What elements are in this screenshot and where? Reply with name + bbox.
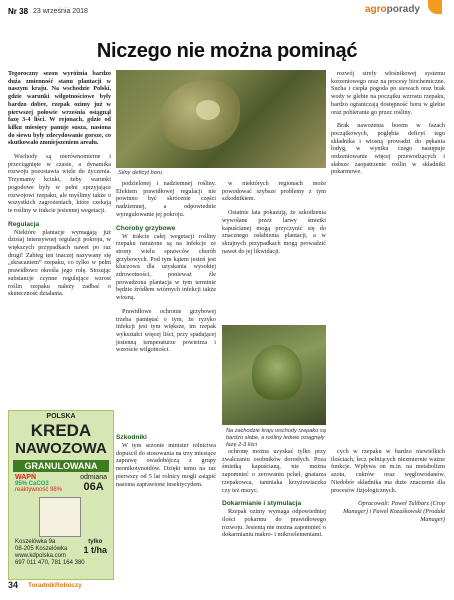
ad-odmiana [80, 474, 107, 493]
ad-address: Koszelówka 9a 08-205 Koszelówka www.kdpolska.com 697 011 470, 781 164 380 [15, 539, 85, 566]
ad-nawozowa: NAWOZOWA [15, 440, 107, 457]
page-number: 34 [8, 580, 19, 590]
column-4 [331, 70, 445, 182]
page-header [0, 0, 454, 26]
ad-kreda: KREDA [30, 421, 92, 440]
ad-granulowana: GRANULOWANA [13, 460, 109, 472]
column-2-bottom [116, 432, 216, 494]
ad-dose-value: 1 t/ha [83, 545, 107, 555]
column-2 [116, 180, 216, 360]
ad-reaktywnosc: reaktywność 98% [15, 487, 63, 493]
ad-odmiana-label: odmiana [80, 474, 107, 481]
paragraph: W tym sezonie minister rolnictwa dopuścił do stosowania na trzy miesiące zaprawę owadobójczą z grupy neonikotynoidów. Dzięki temu na raz pierwszy od 5 lat rolnicy mogli zaiąpić nasiona zaprawione insektycydem. [116, 442, 216, 488]
paragraph: Niektóre plantacje wymagają już dzisiaj intensywnej regulacji pokroju, w większych przypadkach nawet po raz drugi! Zabieg ten inaczej nazywany się „skracaniem” rzepaku, co tylko w pełni prawidłowo określa jego rolę. Stosując substancje czynne regulujące wzrost roślin rzepaku należy zadbać o skuteczność działania. [8, 228, 111, 298]
paragraph: Brak nawożenia borem w fazach początkowych, pogłębia deficyt tego składnika i wiosną prowadzi do pękania łodyg, w wyniku czego następuje ordzeniowanie więcej przewodzących i słabsze zaopatrzenie roślin w składniki pokarmowe. [331, 122, 445, 176]
paragraph: W trakcie całej wegetacji rośliny rzepaku narażone są na infekcje ze strony wielu sprawców chorób grzybowych. Pod tym kątem jesień jest kluczowa dla uzyskania wysokiej zdrowotności, ponieważ źle prowadzona plantacja w tym terminie będzie źródłem wtórnych infekcji także wiosną. [116, 232, 216, 302]
section-heading-regulacja: Regulacja [8, 220, 40, 228]
paragraph: Wschody są nierównomierne i przeciągnięte w czasie, a dynamika rozwoju pozostawia wiele do życzenia. Trzymamy kciuki, żeby warunki pogodowe były w pełni sprzyjające rozwojowi rzepaku, ale myślimy także o wszystkich zagrożeniach, które czekają te rośliny w trakcie jesiennej wegetacji. [8, 153, 111, 214]
section-heading-choroby: Choroby grzybowe [116, 224, 176, 232]
photo-rapeseed-field [222, 325, 326, 425]
ad-dose-label: tylko [88, 539, 103, 545]
column-3-bottom [222, 448, 326, 545]
issue-number: Nr 38 [8, 7, 29, 16]
paragraph: w niektórych regionach może powodować szybsze problemy z tym szkodnikiem. [222, 180, 326, 203]
photo-caption: Silny deficyt boru [118, 170, 163, 176]
column-4-bottom [331, 448, 445, 529]
section-heading-dokarmianie: Dokarmianie i stymulacja [222, 500, 302, 508]
leaf-spots [196, 100, 220, 120]
paragraph: Ostatnie lata pokazują, że szkodzenia wywołane przez larwy śmietki kapuścianej mogą przyczynić się do znacznego osłabienia plantacji, a w skrajnych przypadkach mogą prowadzić nawet do jej likwidacji. [222, 209, 326, 255]
paragraph: cych w rzepaku w bardzo niewielkich ilościach, lecz pełniących niezmiernie ważne funkcje. Wpływa on m.in. na metabolizm azotu, cukrów oraz węglowodanów. Niedobór składnika ma duże znaczenie dla procesów fizjologicznych. [331, 448, 445, 494]
byline: Opracowali: Paweł Tulibarz (Crop Manager) i Paweł Kozaśkowski (Produkt Manager) [343, 500, 445, 523]
paragraph: rozwój strefy włośnikowej systemu korzeniowego oraz na procesy biochemiczne. Sucha i ciepła pogoda po siewach oraz brak wody w glebie na początku wzrostu rzepaku, bardzo ograniczają dostępność boru w glebie oraz pobieranie go przez rośliny. [331, 70, 445, 116]
ad-dose [83, 539, 107, 555]
column-3 [222, 180, 326, 261]
article-title: Niczego nie można pominąć [96, 40, 358, 62]
brand-leaf-icon [428, 0, 442, 14]
paragraph: podzielonej i nadziemnej rośliny. Efektem prawidłowej regulacji nie powinno być skrócenie części nadziemnej, a odpowiednie wyregulowanie jej pokroju. [116, 180, 216, 218]
ad-odmiana-value: 06A [83, 481, 104, 493]
brand-part-a: agro [364, 4, 387, 15]
paragraph: Rzepak ozimy wymaga odpowiedniej ilości pokarmu do prawidłowego rozwoju. Jesienią nie można zapomnieć o dokarmianiu makro- i mikroelementami. [222, 508, 326, 539]
ad-bag-image [39, 497, 81, 537]
ad-caco: 95% CaCO3 [15, 481, 49, 487]
article-lead: Tegoroczny sezon wyróżnia bardzo duża zmienność stanu plantacji w naszym kraju. Na wschodzie Polski, gdzie warunki wilgotnościowe były bardzo dobre, rzepak ozimy już w pierwszej połowie września osiągnął fazę 3-4 liści. W rejonach, gdzie od kilku miesięcy panuje susza, nasiona do siewu były zdecydowanie gorsze, co skutkowało zmniejszeniem areału. [8, 70, 111, 147]
section-heading-szkodniki: Szkodniki [116, 434, 147, 441]
plant-image [252, 345, 302, 400]
paragraph: Prawidłowe ochronie grzybowej trzeba pamiętać o tym, że ryzyko infekcji jest tym większe, im rzepak wykształci więcej liści, przy spadającej jesienną temperaturze powietrza i wzroście wilgotności. [116, 307, 216, 354]
issue-date: 23 września 2018 [33, 8, 88, 15]
page-footer [8, 578, 446, 594]
advertisement-kreda[interactable] [8, 410, 114, 580]
photo-boron-deficiency [116, 70, 326, 168]
section-brand [365, 4, 420, 15]
brand-part-b: porady [386, 4, 420, 15]
photo-caption: Na zachodzie kraju wschody rzepaku są bardzo słabe, a rośliny ledwie osiągnęły fazę 2-3 liści [226, 428, 326, 448]
column-1 [8, 70, 111, 304]
ad-wapn: WAPŃ [15, 474, 36, 481]
ad-polska: POLSKA [46, 413, 76, 420]
publication-name: ToradnikRolniczy [28, 582, 82, 589]
paragraph: ochronę można uzyskać tylko przy zwalczaniu osobników dorosłych. Poza śmietką kapuścianą, nie można zapomnieć o zerowaniu pcheł, gnatarza rzepakowca, tantniaka krzyżowiaczka czy też mszyc. [222, 448, 326, 494]
